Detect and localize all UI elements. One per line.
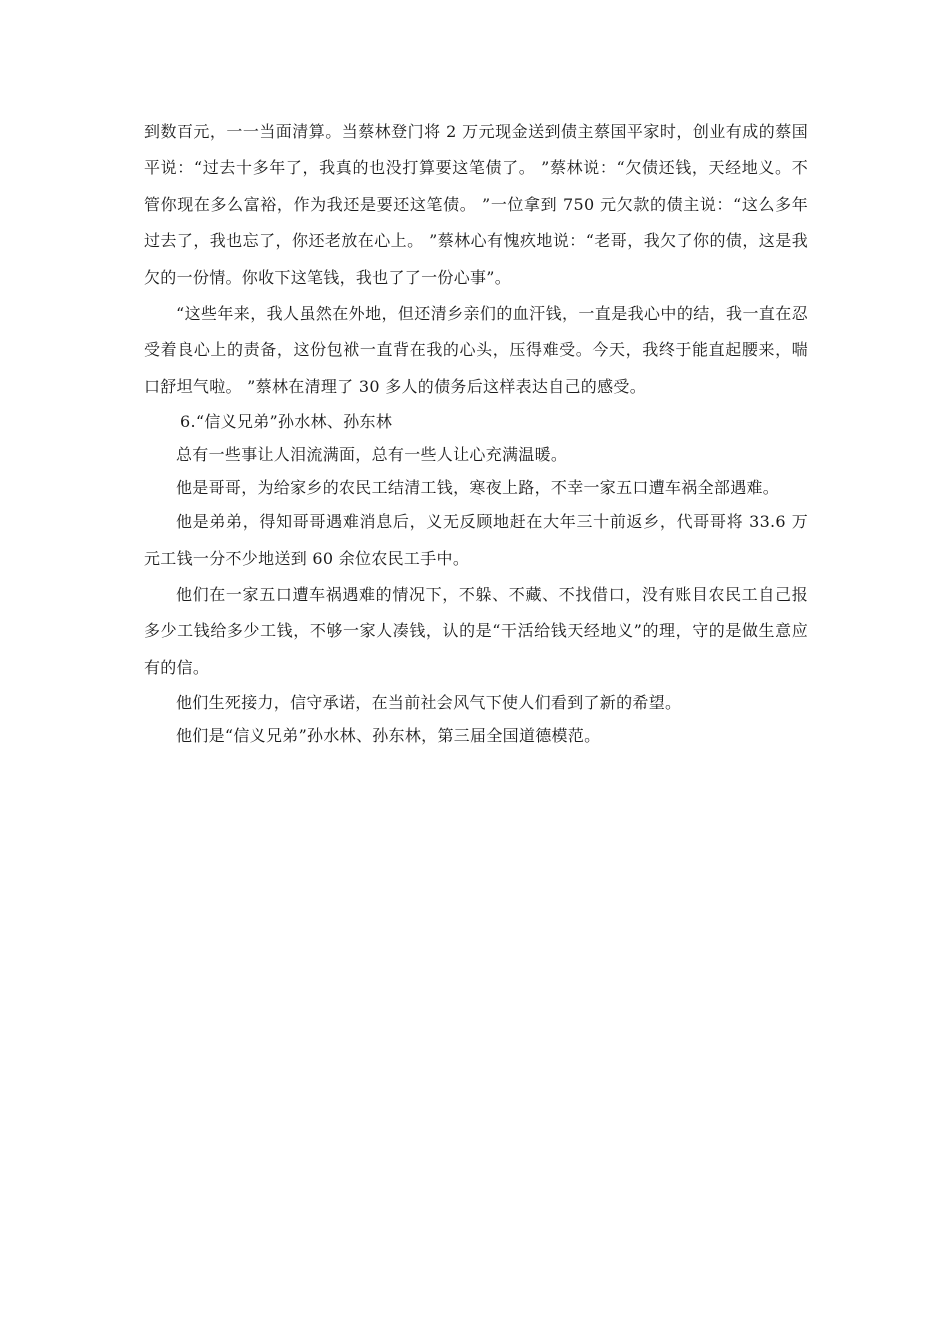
section-heading: 6.“信义兄弟”孙水林、孙东林	[180, 412, 393, 432]
paragraph-hope: 他们生死接力，信守承诺，在当前社会风气下使人们看到了新的希望。	[176, 693, 682, 713]
paragraph-integrity: 他们在一家五口遭车祸遇难的情况下，不躲、不藏、不找借口，没有账目农民工自己报多少工钱给多少工钱，不够一家人凑钱，认的是“干活给钱天经地义”的理，守的是做生意应有的信。	[144, 585, 808, 677]
paragraph-intro: 总有一些事让人泪流满面，总有一些人让心充满温暖。	[176, 445, 568, 465]
document-body	[144, 114, 808, 752]
paragraph-elder-brother: 他是哥哥，为给家乡的农民工结清工钱，寒夜上路，不幸一家五口遭车祸全部遇难。	[176, 478, 780, 498]
paragraph-cailin-feelings: “这些年来，我人虽然在外地，但还清乡亲们的血汗钱，一直是我心中的结，我一直在忍受着良心上的责备，这份包袱一直背在我的心头，压得难受。今天，我终于能直起腰来，喘口舒坦气啦。 ”蔡林在清理了 30 多人的债务后这样表达自己的感受。	[144, 304, 808, 396]
paragraph-younger-brother: 他是弟弟，得知哥哥遇难消息后，义无反顾地赶在大年三十前返乡，代哥哥将 33.6 万元工钱一分不少地送到 60 余位农民工手中。	[144, 512, 808, 568]
paragraph-cailin-repayment: 到数百元，一一当面清算。当蔡林登门将 2 万元现金送到债主蔡国平家时，创业有成的蔡国平说：“过去十多年了，我真的也没打算要这笔债了。 ”蔡林说：“欠债还钱，天经地义。不管你现在多么富裕，作为我还是要还这笔债。 ”一位拿到 750 元欠款的债主说：“这么多年过去了，我也忘了，你还老放在心上。 ”蔡林心有愧疚地说：“老哥，我欠了你的债，这是我欠的一份情。你收下这笔钱，我也了了一份心事”。	[144, 122, 808, 287]
paragraph-conclusion: 他们是“信义兄弟”孙水林、孙东林，第三届全国道德模范。	[176, 726, 601, 746]
